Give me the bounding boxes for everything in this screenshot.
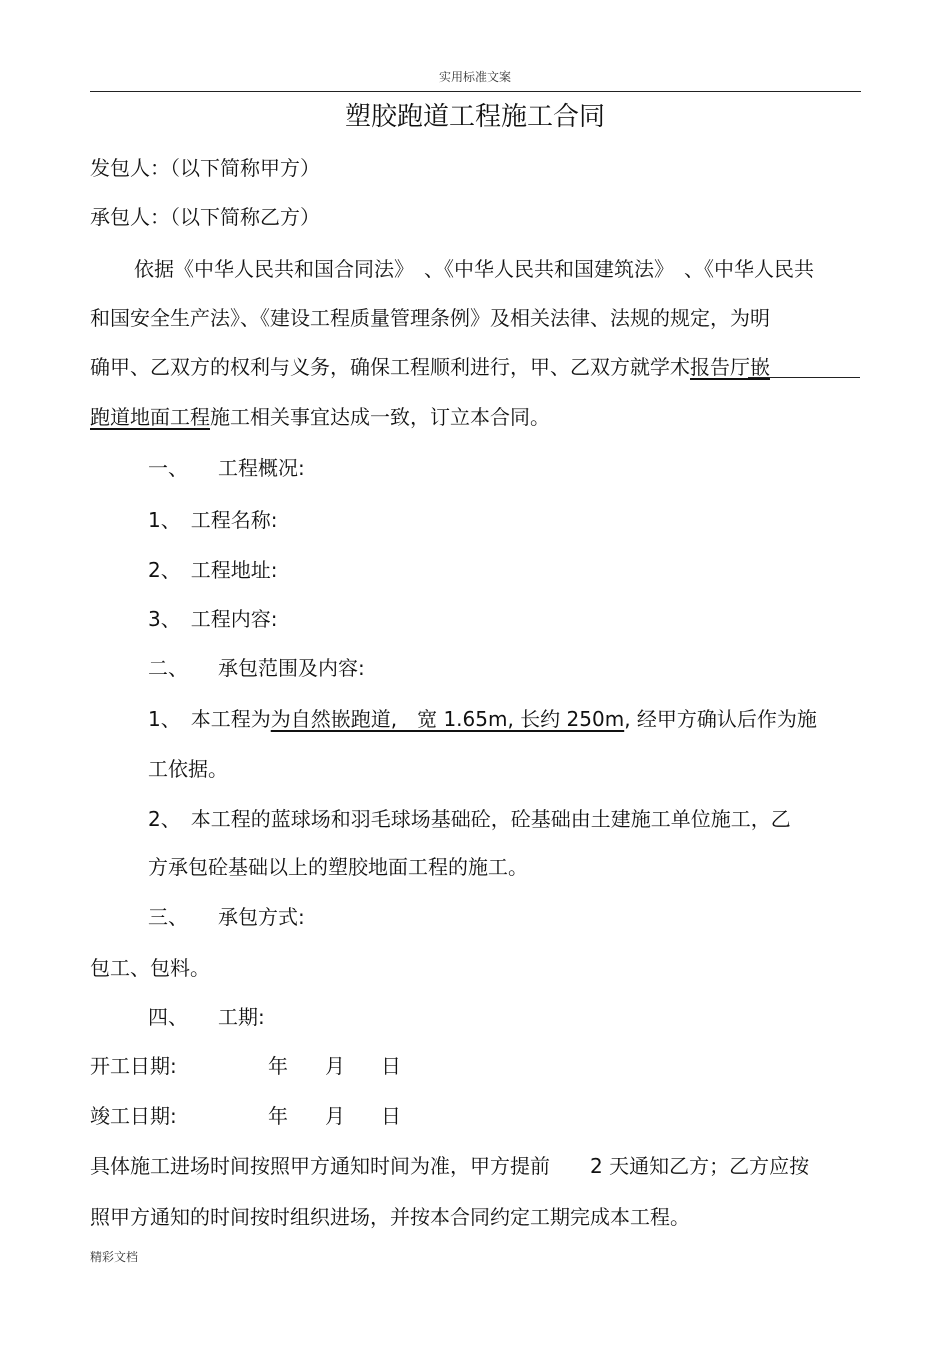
section-2-item-1-lead: 1、 本工程为 bbox=[148, 707, 271, 731]
end-day: 日 bbox=[381, 1104, 401, 1128]
section-2-item-1 bbox=[148, 705, 817, 733]
page-header: 实用标准文案 bbox=[438, 70, 511, 84]
project-name-fill-cont: 跑道地面工程 bbox=[90, 405, 210, 429]
section-1-item-3: 3、 工程内容: bbox=[148, 607, 278, 631]
section-1-heading: 一、 工程概况: bbox=[148, 456, 305, 480]
page-footer: 精彩文档 bbox=[90, 1250, 139, 1264]
intro-line-1: 依据《中华人民共和国合同法》 、《中华人民共和国建筑法》 、《中华人民共 bbox=[134, 257, 814, 281]
section-2-item-1-spec: 为自然嵌跑道, 宽 1.65m, 长约 250m bbox=[270, 707, 625, 731]
intro-line-2: 和国安全生产法》、《建设工程质量管理条例》及相关法律、法规的规定，为明 bbox=[90, 306, 770, 330]
section-3-heading: 三、 承包方式: bbox=[148, 905, 305, 929]
section-3-body: 包工、包料。 bbox=[90, 956, 210, 980]
start-day: 日 bbox=[381, 1054, 401, 1078]
end-month: 月 bbox=[325, 1104, 345, 1128]
section-2-item-1-tail: , 经甲方确认后作为施 bbox=[624, 707, 817, 731]
section-1-item-2: 2、 工程地址: bbox=[148, 558, 278, 582]
section-1-item-1: 1、 工程名称: bbox=[148, 508, 278, 532]
project-name-fill: 报告厅嵌 bbox=[690, 355, 770, 379]
section-2-item-2-cont: 方承包砼基础以上的塑胶地面工程的施工。 bbox=[148, 855, 528, 879]
blank-underline bbox=[748, 377, 860, 378]
section-2-heading: 二、 承包范围及内容: bbox=[148, 656, 365, 680]
section-2-item-2: 2、 本工程的蓝球场和羽毛球场基础砼，砼基础由土建施工单位施工，乙 bbox=[148, 807, 791, 831]
end-year: 年 bbox=[268, 1104, 288, 1128]
start-month: 月 bbox=[325, 1054, 345, 1078]
intro-line-4 bbox=[90, 403, 550, 431]
intro-line-3-text: 确甲、乙双方的权利与义务，确保工程顺利进行，甲、乙双方就学术 bbox=[90, 355, 690, 379]
party-b-line: 承包人：（以下简称乙方） bbox=[90, 205, 320, 229]
start-year: 年 bbox=[268, 1054, 288, 1078]
intro-line-4-text: 施工相关事宜达成一致，订立本合同。 bbox=[210, 405, 550, 429]
party-a-line: 发包人：（以下简称甲方） bbox=[90, 156, 320, 180]
intro-line-3 bbox=[90, 353, 770, 381]
header-divider bbox=[90, 91, 861, 92]
end-date-label: 竣工日期: bbox=[90, 1104, 177, 1128]
end-date-line bbox=[90, 1102, 420, 1130]
document-title: 塑胶跑道工程施工合同 bbox=[344, 102, 605, 132]
start-date-line bbox=[90, 1052, 420, 1080]
schedule-line-2: 照甲方通知的时间按时组织进场，并按本合同约定工期完成本工程。 bbox=[90, 1205, 690, 1229]
start-date-label: 开工日期: bbox=[90, 1054, 177, 1078]
schedule-line-1: 具体施工进场时间按照甲方通知时间为准，甲方提前 2 天通知乙方；乙方应按 bbox=[90, 1154, 810, 1178]
section-4-heading: 四、 工期: bbox=[148, 1005, 265, 1029]
section-2-item-1-cont: 工依据。 bbox=[148, 757, 228, 781]
